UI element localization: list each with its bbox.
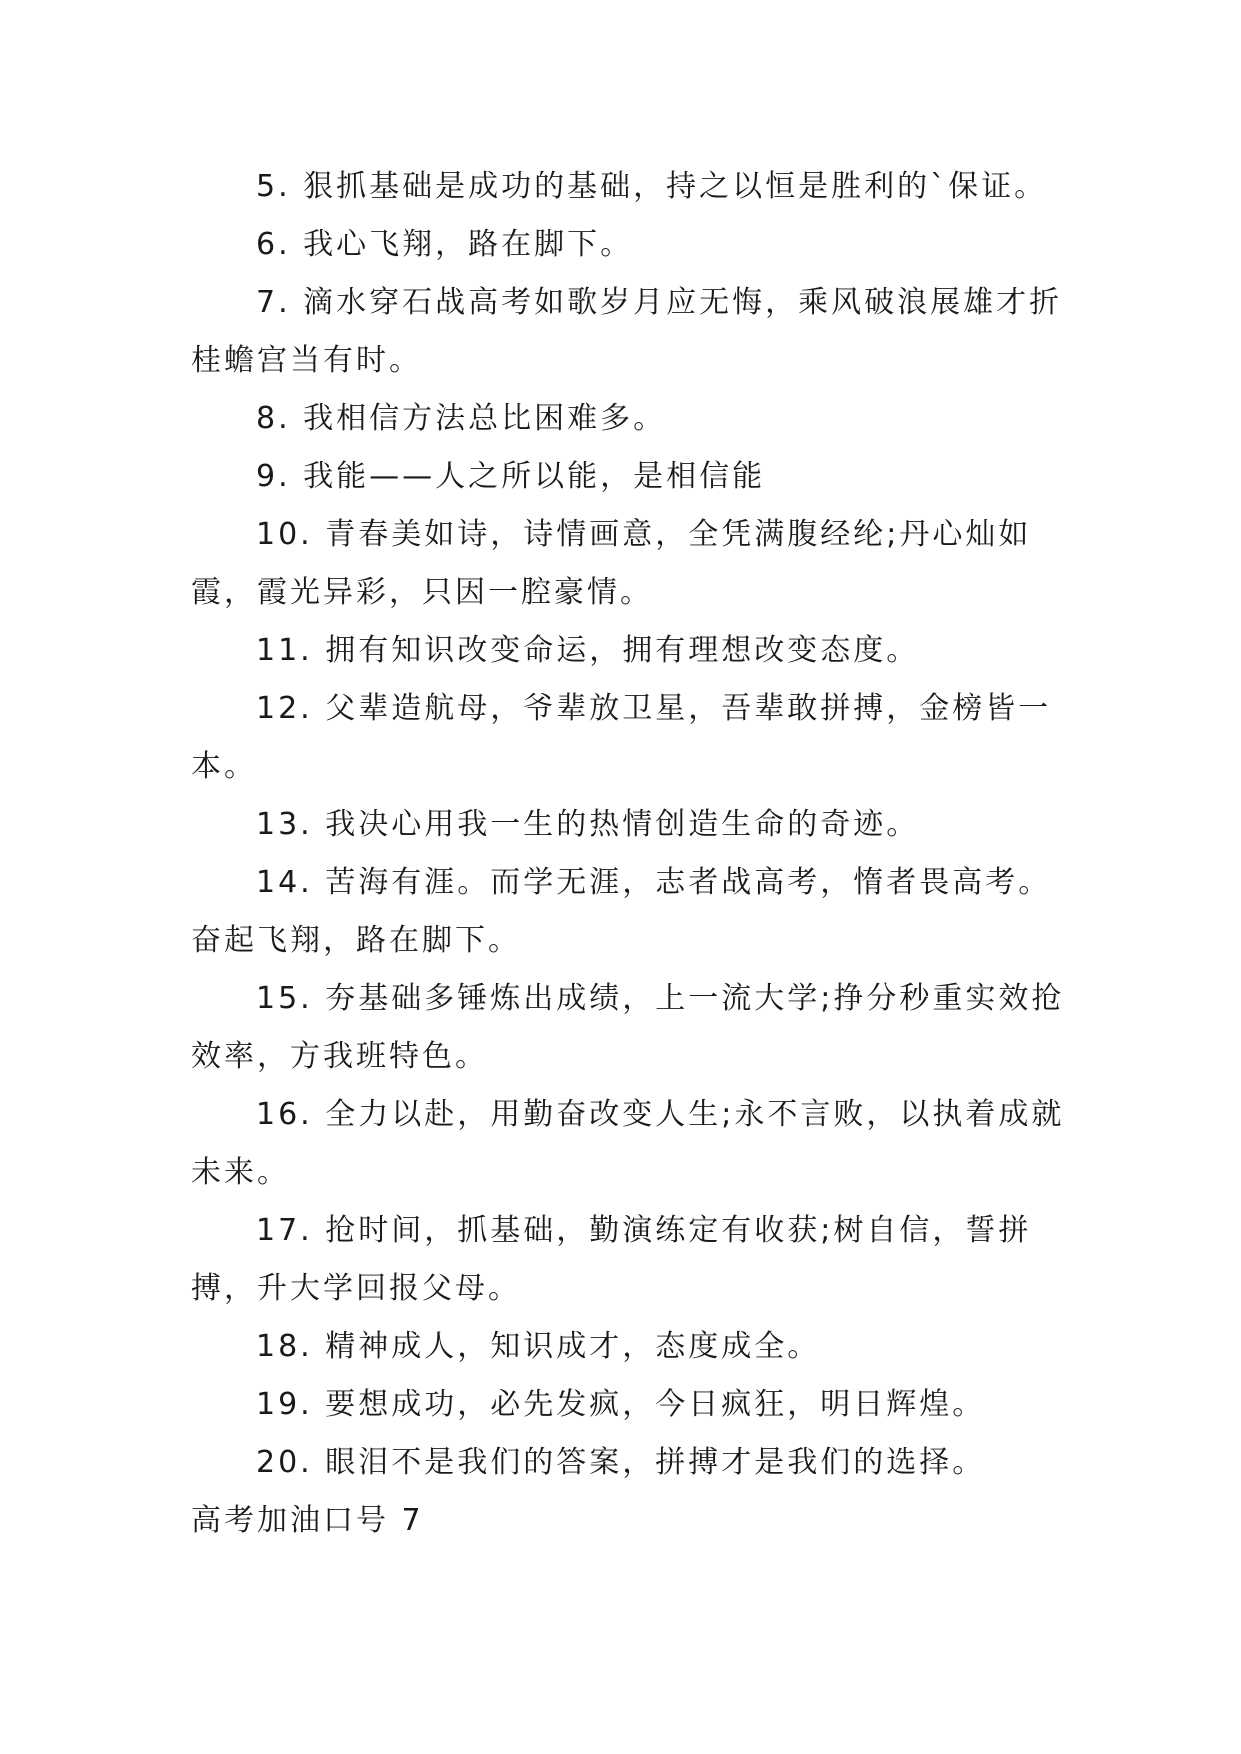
slogan-item-8 (191, 390, 1071, 448)
slogan-item-20 (191, 1434, 1071, 1492)
item-text: 全力以赴，用勤奋改变人生;永不言败，以执着成就未来。 (191, 1097, 1065, 1190)
slogan-item-18 (191, 1318, 1071, 1376)
slogan-item-6 (191, 216, 1071, 274)
item-number: 6. (256, 227, 291, 262)
item-text: 夯基础多锤炼出成绩，上一流大学;挣分秒重实效抢效率，方我班特色。 (191, 981, 1065, 1074)
item-number: 9. (256, 459, 291, 494)
item-number: 13. (256, 807, 313, 842)
slogan-item-11 (191, 622, 1071, 680)
item-number: 17. (256, 1213, 313, 1248)
slogan-item-13 (191, 796, 1071, 854)
slogan-item-16 (191, 1086, 1071, 1202)
slogan-item-9 (191, 448, 1071, 506)
item-text: 父辈造航母，爷辈放卫星，吾辈敢拼搏，金榜皆一本。 (191, 691, 1052, 784)
item-text: 我心飞翔，路在脚下。 (303, 227, 634, 262)
slogan-item-15 (191, 970, 1071, 1086)
item-number: 20. (256, 1445, 313, 1480)
item-text: 我能——人之所以能，是相信能 (303, 459, 766, 494)
section-title: 高考加油口号 7 (191, 1503, 424, 1538)
item-text: 抢时间，抓基础，勤演练定有收获;树自信，誓拼搏，升大学回报父母。 (191, 1213, 1032, 1306)
item-number: 14. (256, 865, 313, 900)
item-number: 8. (256, 401, 291, 436)
item-number: 18. (256, 1329, 313, 1364)
item-text: 精神成人，知识成才，态度成全。 (325, 1329, 821, 1364)
slogan-item-17 (191, 1202, 1071, 1318)
item-number: 10. (256, 517, 313, 552)
item-number: 15. (256, 981, 313, 1016)
item-text: 狠抓基础是成功的基础，持之以恒是胜利的`保证。 (303, 169, 1048, 204)
item-text: 滴水穿石战高考如歌岁月应无悔，乘风破浪展雄才折桂蟾宫当有时。 (191, 285, 1063, 378)
item-text: 眼泪不是我们的答案，拼搏才是我们的选择。 (325, 1445, 986, 1480)
slogan-item-10 (191, 506, 1071, 622)
document-body (191, 158, 1071, 1550)
item-text: 拥有知识改变命运，拥有理想改变态度。 (325, 633, 920, 668)
item-number: 11. (256, 633, 313, 668)
slogan-item-5 (191, 158, 1071, 216)
item-text: 要想成功，必先发疯，今日疯狂，明日辉煌。 (325, 1387, 986, 1422)
item-number: 19. (256, 1387, 313, 1422)
item-text: 我决心用我一生的热情创造生命的奇迹。 (325, 807, 920, 842)
slogan-item-7 (191, 274, 1071, 390)
item-text: 青春美如诗，诗情画意，全凭满腹经纶;丹心灿如霞，霞光异彩，只因一腔豪情。 (191, 517, 1032, 610)
item-text: 我相信方法总比困难多。 (303, 401, 667, 436)
item-number: 5. (256, 169, 291, 204)
item-text: 苦海有涯。而学无涯，志者战高考，惰者畏高考。奋起飞翔，路在脚下。 (191, 865, 1052, 958)
item-number: 7. (256, 285, 291, 320)
slogan-item-14 (191, 854, 1071, 970)
item-number: 12. (256, 691, 313, 726)
item-number: 16. (256, 1097, 313, 1132)
slogan-item-19 (191, 1376, 1071, 1434)
slogan-item-12 (191, 680, 1071, 796)
